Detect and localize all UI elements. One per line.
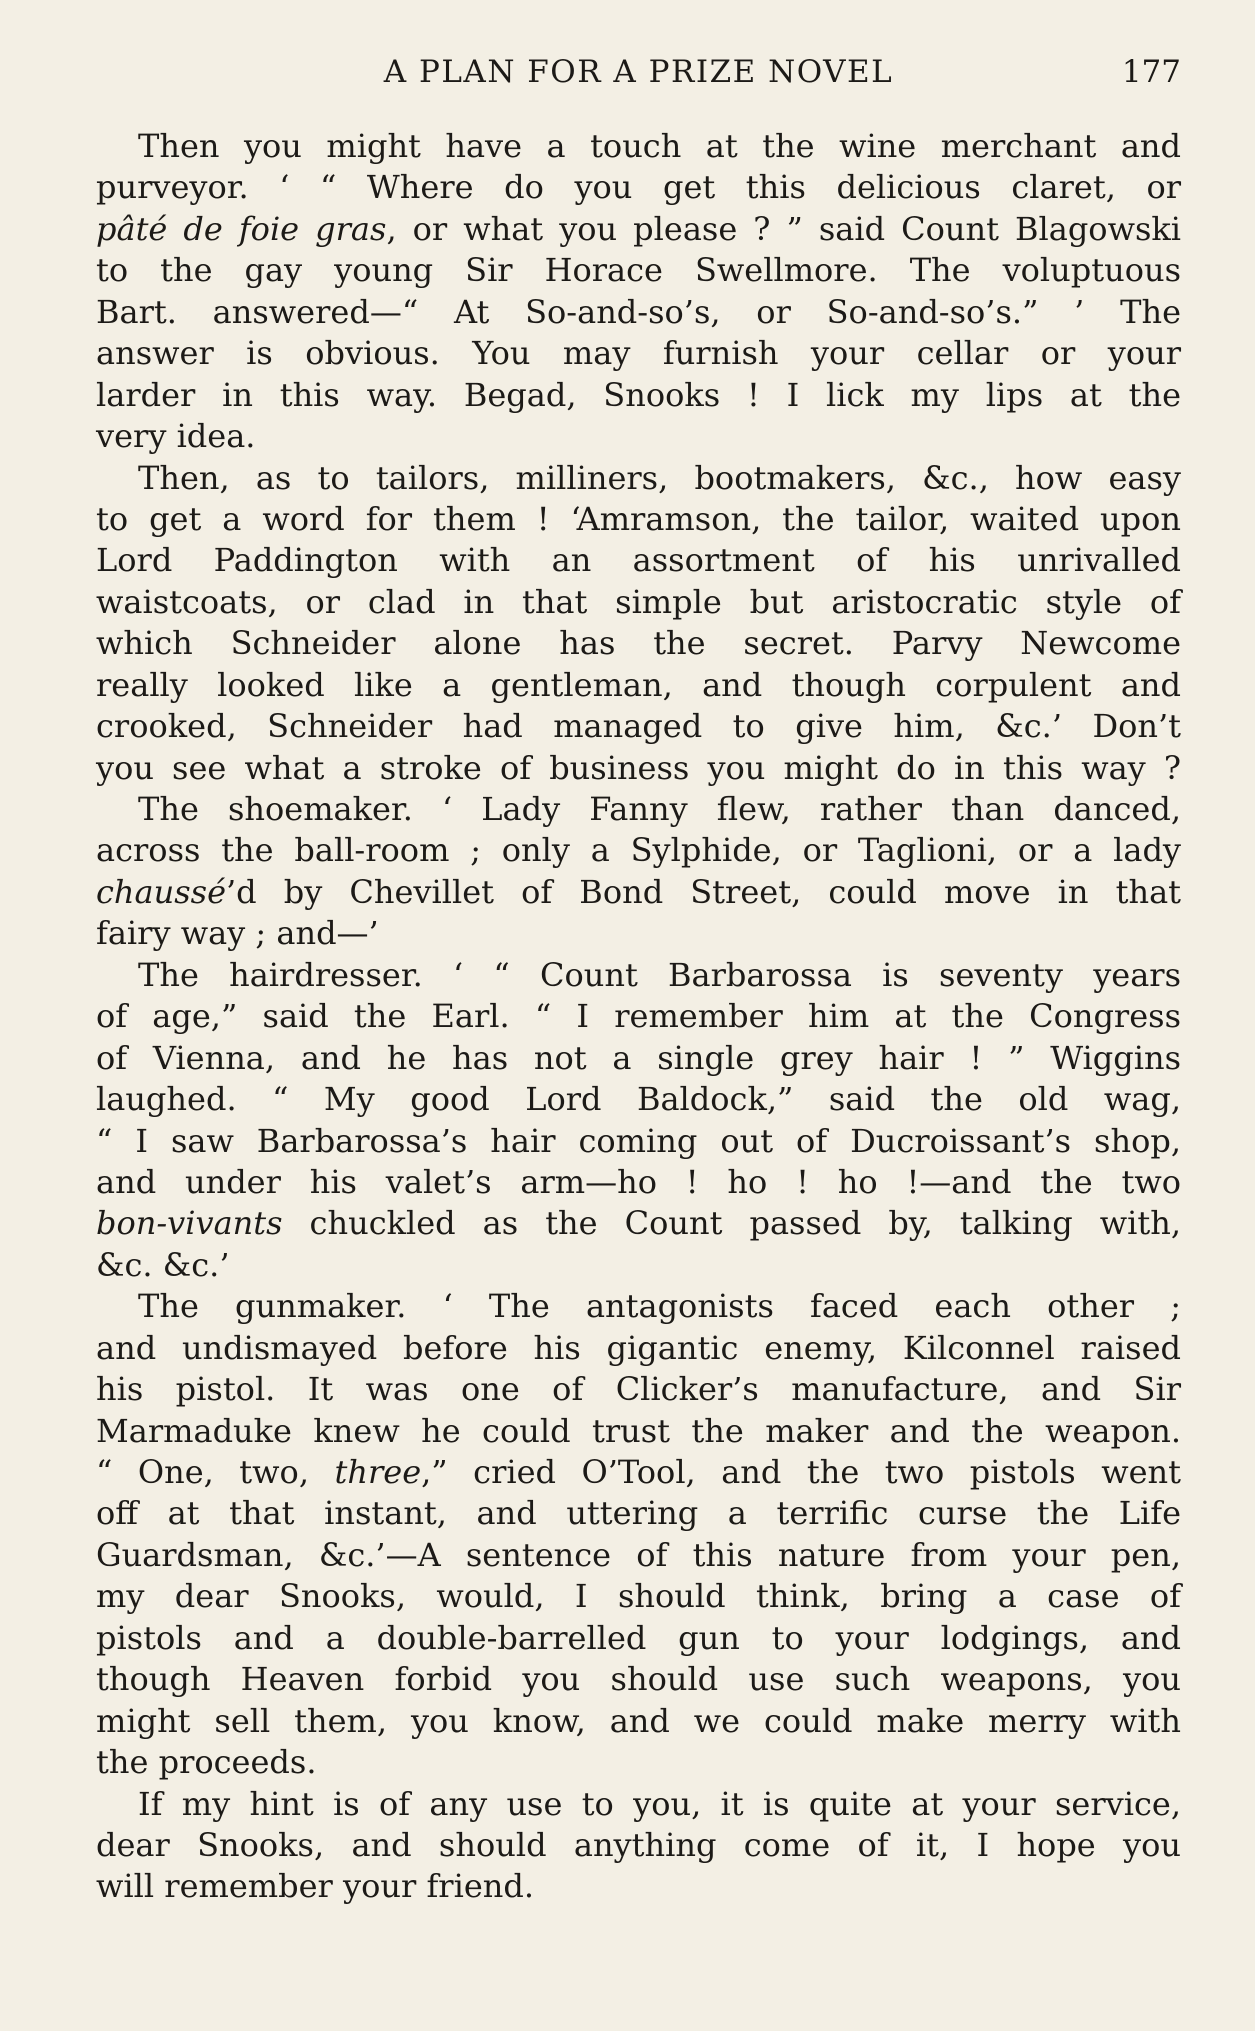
text-segment: Marmaduke knew he could trust the maker and the weapon. bbox=[96, 1411, 1181, 1450]
text-segment: might sell them, you know, and we could make merry with bbox=[96, 1701, 1181, 1740]
text-segment: will remember your friend. bbox=[96, 1867, 535, 1906]
text-segment: Guardsman, &c.’—A sentence of this nature from your pen, bbox=[96, 1535, 1181, 1574]
text-line bbox=[96, 748, 1181, 789]
text-line bbox=[96, 1369, 1181, 1410]
text-segment: If my hint is of any use to you, it is quite at your service, bbox=[138, 1784, 1181, 1823]
text-line bbox=[96, 1452, 1181, 1493]
text-line bbox=[96, 1121, 1181, 1162]
text-segment: pistols and a double-barrelled gun to your lodgings, and bbox=[96, 1618, 1181, 1657]
text-line bbox=[96, 209, 1181, 250]
text-segment: laughed. “ My good Lord Baldock,” said the old wag, bbox=[96, 1080, 1181, 1119]
text-line bbox=[96, 996, 1181, 1037]
text-segment: The hairdresser. ‘ “ Count Barbarossa is seventy years bbox=[138, 955, 1181, 994]
text-segment: to get a word for them ! ‘Amramson, the tailor, waited upon bbox=[96, 499, 1181, 538]
text-line bbox=[96, 1162, 1181, 1203]
text-line bbox=[96, 1659, 1181, 1700]
text-line bbox=[96, 1286, 1181, 1327]
text-line bbox=[96, 913, 1181, 954]
text-segment: his pistol. It was one of Clicker’s manufacture, and Sir bbox=[96, 1370, 1181, 1409]
text-line bbox=[96, 1203, 1181, 1244]
text-line bbox=[96, 375, 1181, 416]
text-line bbox=[96, 250, 1181, 291]
text-line bbox=[96, 1411, 1181, 1452]
text-line bbox=[96, 292, 1181, 333]
text-segment: purveyor. ‘ “ Where do you get this delicious claret, or bbox=[96, 168, 1181, 207]
text-segment: my dear Snooks, would, I should think, bring a case of bbox=[96, 1577, 1181, 1616]
text-line bbox=[96, 1866, 1181, 1907]
text-segment: fairy way ; and—’ bbox=[96, 914, 379, 953]
text-line bbox=[96, 458, 1181, 499]
text-line bbox=[96, 1784, 1181, 1825]
text-line bbox=[96, 1825, 1181, 1866]
text-segment: larder in this way. Begad, Snooks ! I lick my lips at the bbox=[96, 375, 1181, 414]
text-segment: you see what a stroke of business you might do in this way ? bbox=[96, 748, 1181, 787]
text-line bbox=[96, 1079, 1181, 1120]
text-segment: chuckled as the Count passed by, talking with, bbox=[282, 1204, 1181, 1243]
text-segment: to the gay young Sir Horace Swellmore. The voluptuous bbox=[96, 251, 1181, 290]
text-line bbox=[96, 499, 1181, 540]
text-line bbox=[96, 1576, 1181, 1617]
text-line bbox=[96, 416, 1181, 457]
text-line bbox=[96, 167, 1181, 208]
text-segment: and under his valet’s arm—ho ! ho ! ho !—and the two bbox=[96, 1162, 1181, 1201]
text-segment: of age,” said the Earl. “ I remember him at the Congress bbox=[96, 997, 1181, 1036]
page-number: 177 bbox=[1121, 54, 1181, 90]
text-segment: ’d by Chevillet of Bond Street, could move in that bbox=[226, 872, 1181, 911]
text-line bbox=[96, 333, 1181, 374]
text-segment: “ I saw Barbarossa’s hair coming out of Ducroissant’s shop, bbox=[96, 1121, 1181, 1160]
text-segment: off at that instant, and uttering a terrific curse the Life bbox=[96, 1494, 1181, 1533]
text-segment: and undismayed before his gigantic enemy, Kilconnel raised bbox=[96, 1328, 1181, 1367]
text-segment: the proceeds. bbox=[96, 1743, 317, 1782]
text-line bbox=[96, 582, 1181, 623]
text-segment: answer is obvious. You may furnish your cellar or your bbox=[96, 334, 1181, 373]
italic-text: three bbox=[334, 1453, 422, 1491]
text-segment: though Heaven forbid you should use such weapons, you bbox=[96, 1660, 1181, 1699]
text-segment: &c. &c.’ bbox=[96, 1245, 230, 1284]
text-segment: The gunmaker. ‘ The antagonists faced each other ; bbox=[138, 1287, 1181, 1326]
text-line bbox=[96, 1493, 1181, 1534]
italic-text: bon-vivants bbox=[96, 1204, 283, 1243]
text-line bbox=[96, 1328, 1181, 1369]
text-line bbox=[96, 1618, 1181, 1659]
text-segment: across the ball-room ; only a Sylphide, or Taglioni, or a lady bbox=[96, 831, 1181, 870]
text-segment: The shoemaker. ‘ Lady Fanny flew, rather than danced, bbox=[138, 790, 1181, 828]
text-line bbox=[96, 1535, 1181, 1576]
text-segment: which Schneider alone has the secret. Parvy Newcome bbox=[96, 624, 1181, 663]
text-segment: Bart. answered—“ At So-and-so’s, or So-and-so’s.” ’ The bbox=[96, 292, 1181, 331]
text-line bbox=[96, 1038, 1181, 1079]
text-line bbox=[96, 706, 1181, 747]
text-line bbox=[96, 830, 1181, 871]
text-line bbox=[96, 540, 1181, 581]
text-line bbox=[96, 789, 1181, 830]
text-segment: Then, as to tailors, milliners, bootmakers, &c., how easy bbox=[138, 458, 1181, 497]
text-line bbox=[96, 1245, 1181, 1286]
running-title: A PLAN FOR A PRIZE NOVEL bbox=[383, 54, 894, 90]
page-header bbox=[96, 50, 1181, 94]
text-line bbox=[96, 955, 1181, 996]
body-text bbox=[96, 126, 1181, 1908]
text-segment: Lord Paddington with an assortment of his unrivalled bbox=[96, 541, 1181, 580]
italic-text: pâté de foie gras bbox=[96, 209, 387, 248]
text-segment: really looked like a gentleman, and though corpulent and bbox=[96, 665, 1181, 704]
text-line bbox=[96, 1701, 1181, 1742]
italic-text: chaussé bbox=[96, 872, 226, 911]
text-segment: waistcoats, or clad in that simple but aristocratic style of bbox=[96, 582, 1181, 621]
text-segment: very idea. bbox=[96, 417, 256, 456]
text-segment: crooked, Schneider had managed to give him, &c.’ Don’t bbox=[96, 707, 1181, 746]
text-line bbox=[96, 665, 1181, 706]
text-line bbox=[96, 623, 1181, 664]
text-line bbox=[96, 872, 1181, 913]
text-segment: ,” cried O’Tool, and the two pistols went bbox=[421, 1453, 1182, 1491]
text-segment: “ One, two, bbox=[96, 1453, 335, 1491]
text-segment: , or what you please ? ” said Count Blagowski bbox=[386, 209, 1182, 248]
text-segment: dear Snooks, and should anything come of it, I hope you bbox=[96, 1825, 1181, 1864]
text-segment: of Vienna, and he has not a single grey hair ! ” Wiggins bbox=[96, 1038, 1181, 1077]
text-line bbox=[96, 1742, 1181, 1783]
text-segment: Then you might have a touch at the wine merchant and bbox=[138, 127, 1181, 165]
text-line bbox=[96, 126, 1181, 167]
